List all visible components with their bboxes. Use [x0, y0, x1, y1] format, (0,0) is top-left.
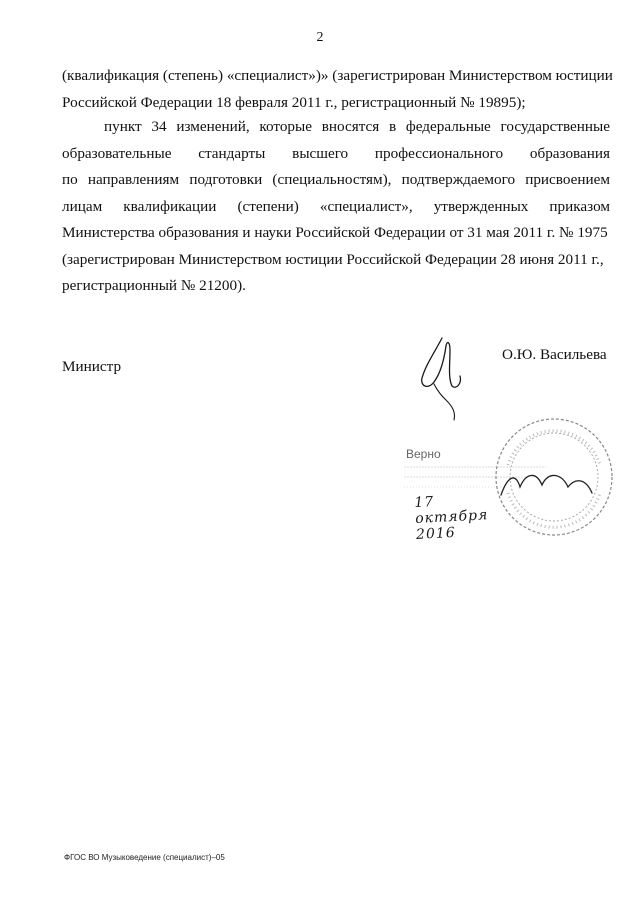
paragraph-2-line: регистрационный № 21200).: [62, 277, 246, 294]
page-number: 2: [316, 30, 324, 45]
paragraph-1-line: (квалификация (степень) «специалист»)» (зарегистрирован Министерством юстиции: [62, 67, 613, 84]
paragraph-2-line: пункт 34 изменений, которые вносятся в федеральные государственные: [104, 118, 610, 135]
signatory-title: Министр: [62, 358, 122, 375]
signatory-name: О.Ю. Васильева: [502, 346, 607, 363]
paragraph-2-line: лицам квалификации (степени) «специалист», утвержденных приказом: [62, 198, 610, 215]
certification-label: Верно: [406, 447, 441, 461]
paragraph-1-line: Российской Федерации 18 февраля 2011 г., регистрационный № 19895);: [62, 94, 526, 111]
paragraph-2-line: по направлениям подготовки (специальностям), подтверждаемого присвоением: [62, 171, 610, 188]
certification-date: 17 октября 2016: [414, 493, 489, 543]
paragraph-2-line: (зарегистрирован Министерством юстиции Российской Федерации 28 июня 2011 г.,: [62, 251, 604, 268]
footer-text: ФГОС ВО Музыковедение (специалист)–05: [64, 853, 225, 862]
paragraph-2-line: образовательные стандарты высшего профессионального образования: [62, 145, 610, 162]
paragraph-2-line: Министерства образования и науки Российской Федерации от 31 мая 2011 г. № 1975: [62, 224, 608, 241]
